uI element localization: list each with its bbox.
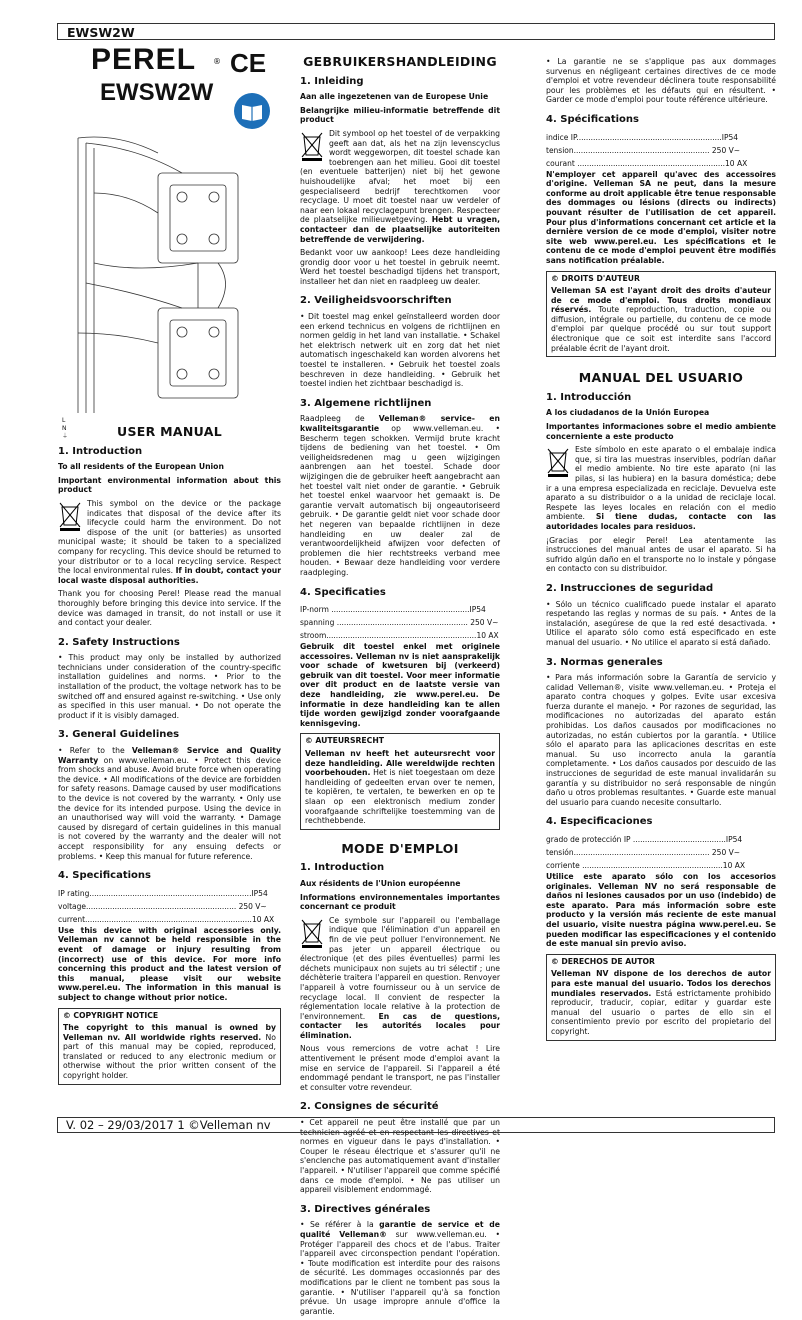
column-right (546, 55, 776, 1041)
nl-s3-pa: Raadpleeg de (300, 414, 365, 424)
es-copyright-box (546, 954, 776, 1041)
es-s1-imp: Importantes informaciones sobre el medio ambiente concerniente a este producto (546, 422, 776, 441)
nl-s3-pc: op www.velleman.eu. • Bescherm tegen schokken. Vermijd brute kracht tijdens de bediening van het toestel. • Om veiligheidsredenen mag u geen wijzigingen aanbrengen aan het toestel. Schade door wijzigingen die de gebruiker heeft aangebracht aan het toestel valt niet onder de garantie. • Gebruik het toestel enkel waarvoor het gemaakt is. De garantie vervalt automatisch bij ongeautoriseerd gebruik. • De garantie geldt niet voor schade door het negeren van bepaalde richtlijnen in deze handleiding en uw dealer zal de verantwoordelijkheid afwijzen voor defecten of problemen die hier rechtstreeks verband mee houden. • Bewaar deze handleiding voor verdere raadpleging. (300, 424, 500, 577)
en-s3-pa: • Refer to the (58, 746, 125, 756)
es-s2-p: • Sólo un técnico cualificado puede instalar el aparato respetando las reglas y normas de su país. • Antes de la instalación, asegúrese de que la red esté desactivada. • Utilice el aparato sólo como está especificado en este manual del usuario. • No utilice el aparato si está dañado. (546, 599, 776, 647)
fr-spec-ip: indice IP.............................................................IP54 (546, 132, 739, 142)
nl-s2-p: • Dit toestel mag enkel geïnstalleerd worden door een erkend technicus en volgens de richtlijnen en normen geldig in het land van installatie. • Schakel het elektrisch netwerk uit en zorg dat het niet automatisch ingeschakeld kan worden alvorens het toestel te installeren. • Gebruik het toestel zoals beschreven in deze handleiding. • Gebruik het toestel indien het zichtbaar beschadigd is. (300, 312, 500, 389)
en-copyright-rest: No part of this manual may be copied, reproduced, translated or reduced to any electronic medium or otherwise without the prior written consent of the copyright holder. (63, 1032, 276, 1081)
fr-spec-current: courant ..............................................................10 AX (546, 158, 748, 168)
fr-copyright-title: © DROITS D'AUTEUR (551, 273, 640, 283)
nl-s1-imp: Belangrijke milieu-informatie betreffende dit product (300, 105, 500, 125)
en-copyright-box (58, 1008, 281, 1085)
es-copyright-title: © DERECHOS DE AUTOR (551, 956, 655, 966)
fr-copyright-rest: Toute reproduction, traduction, copie ou diffusion, intégrale ou partielle, du contenu de ce mode d'emploi par quelque procédé ou sur tout support électronique que ce soit est interdite sans l'accord préalable écrit de l'ayant droit. (551, 305, 771, 353)
fr-s3-pb: garantie de service et de qualité Velleman® (300, 1220, 500, 1239)
ce-mark: CE (230, 48, 267, 78)
nl-s4-heading: 4. Specificaties (300, 586, 386, 598)
en-spec-ip: IP rating....................................................................IP54 (58, 888, 268, 898)
weee-bin-icon (300, 131, 324, 161)
nl-spec-ip: IP-norm ..........................................................IP54 (300, 605, 486, 615)
fr-copyright-bold: Velleman SA est l'ayant droit des droits d'auteur de ce mode d'emploi. Tous droits mondiaux réservés. (551, 286, 771, 315)
fr-s4-heading: 4. Spécifications (546, 113, 639, 125)
en-title: USER MANUAL (117, 424, 222, 439)
es-s4-note: Utilice este aparato sólo con los accesorios originales. Velleman NV no será responsable de daños ni lesiones causados por un uso (indebido) de este aparato. Para más información sobre este producto y la versión más reciente de este manual del usuario, visite nuestra página www.perel.eu. Se pueden modificar las especificaciones y el contenido de este manual sin previo aviso. (546, 872, 776, 949)
en-copyright-title: © COPYRIGHT NOTICE (63, 1010, 159, 1020)
es-s3-p: • Para más información sobre la Garantía de servicio y calidad Velleman®, visite www.velleman.eu. • Proteja el aparato contra choques y golpes. Evite usar excesiva fuerza durante el manejo. • Por razones de seguridad, las modificaciones no autorizadas del aparato están prohibidas. Los daños causados por modificaciones no autorizadas, no están cubiertos por la garantía. • Utilice sólo el aparato para las aplicaciones descritas en este manual. Su uso incorrecto anula la garantía completamente. • Los daños causados por descuido de las instrucciones de seguridad de este manual invalidarán su garantía y su distribuidor no será responsable de ningún daño u otros problemas resultantes. • Guarde este manual del usuario para cuando necesite consultarlo. (546, 673, 776, 807)
fr-s1-imp: Informations environnementales importantes concernant ce produit (300, 892, 500, 912)
en-s1-to: To all residents of the European Union (58, 462, 224, 472)
nl-s4-note: Gebruik dit toestel enkel met originele accessoires. Velleman nv is niet aansprakelijk voor schade of kwetsuren bij (verkeerd) gebruik van dit toestel. Voor meer informatie over dit product en de laatste versie van deze handleiding, zie www.perel.eu. De informatie in deze handleiding kan te allen tijde worden gewijzigd zonder voorafgaande kennisgeving. (300, 642, 500, 728)
read-manual-icon (234, 93, 270, 129)
es-s1-p2: ¡Gracias por elegir Perel! Lea atentamente las instrucciones del manual antes de usar el aparato. Si ha sufrido algún daño en el transporte no lo instale y póngase en contacto con su distribuidor. (546, 535, 776, 574)
nl-copyright-box (300, 733, 500, 829)
fr-copyright-box (546, 271, 776, 358)
fr-s1-p1b: En cas de questions, contacter les autorités locales pour élimination. (300, 1011, 500, 1040)
fr-s1-p2: Nous vous remercions de votre achat ! Lire attentivement le présent mode d'emploi avant la mise en service de l'appareil. Si l'appareil a été endommagé pendant le transport, ne pas l'installer et consulter votre revendeur. (300, 1044, 500, 1092)
es-s4-heading: 4. Especificaciones (546, 816, 653, 828)
fr-s4-note: N'employer cet appareil qu'avec des accessoires d'origine. Velleman SA ne peut, dans la mesure conforme au droit applicable être tenue responsable des dommages ou lésions (directs ou indirects) pouvant résulter de l'utilisation de cet appareil. Pour plus d'informations concernant cet article et la dernière version de ce mode d'emploi, visiter notre site web www.perel.eu. Les spécifications et le contenu de ce mode d'emploi peuvent être modifiés sans notification préalable. (546, 169, 776, 265)
es-s2-heading: 2. Instrucciones de seguridad (546, 582, 714, 594)
weee-bin-icon (546, 447, 570, 477)
en-s1-heading: 1. Introduction (58, 445, 143, 457)
fr-s2-p: • Cet appareil ne peut être installé que par un technicien agréé et en respectant les directives et normes en vigueur dans le pays d'installation. • Couper le réseau électrique et s'assurer qu'il ne s'enclenche pas automatiquement avant d'installer l'appareil. • N'utiliser l'appareil que comme spécifié dans ce mode d'emploi. • Ne pas utiliser un appareil visiblement endommagé. (300, 1118, 500, 1195)
nl-copyright-rest: Het is niet toegestaan om deze handleiding of gedeelten ervan over te nemen, te kopiëren, te vertalen, te bewerken en op te slaan op een elektronisch medium zonder voorafgaande schriftelijke toestemming van de rechthebbende. (305, 768, 495, 826)
fr-spec-voltage: tension......................................................... 250 V~ (546, 145, 741, 155)
en-s1-p1b: If in doubt, contact your local waste disposal authorities. (58, 566, 281, 585)
en-s1-imp: Important environmental information about this product (58, 475, 281, 495)
es-s1-p1b: Si tiene dudas, contacte con las autoridades locales para residuos. (546, 512, 776, 531)
en-s3-pb: Velleman® Service and Quality Warranty (58, 746, 281, 765)
registered-mark: ® (213, 57, 221, 66)
es-spec-voltage: tensión......................................................... 250 V~ (546, 848, 741, 857)
es-s1-to: A los ciudadanos de la Unión Europea (546, 408, 710, 418)
es-copyright-rest: Está estrictamente prohibido reproducir, traducir, copiar, editar y guardar este manual del usuario o partes de ello sin el consentimiento previo por escrito del propietario del copyright. (551, 988, 771, 1036)
nl-s3-pb: Velleman® service- en kwaliteitsgarantie (300, 414, 500, 433)
en-s1-p1: This symbol on the device or the package indicates that disposal of the device after its lifecycle could harm the environment. Do not dispose of the unit (or batteries) as unsorted municipal waste; it should be taken to a specialized company for recycling. This device should be returned to your distributor or to a local recycling service. Respect the local environmental rules. (58, 498, 281, 576)
es-spec-ip: grado de protección IP .......................................IP54 (546, 835, 743, 844)
nl-copyright-bold: Velleman nv heeft het auteursrecht voor deze handleiding. Alle wereldwijde rechten voorbehouden. (305, 749, 495, 778)
nl-s3-heading: 3. Algemene richtlijnen (300, 397, 432, 409)
nl-s1-heading: 1. Inleiding (300, 75, 364, 87)
en-s2-p: • This product may only be installed by authorized technicians under consideration of the country-specific installation guidelines and norms. • Prior to the installation of the product, the voltage network has to be switched off and ensured against re-switching. • Use only as specified in this user manual. • Do not operate the product if it is visibly damaged. (58, 653, 281, 720)
nl-s1-p1b: Hebt u vragen, contacteer dan de plaatselijke autoriteiten betreffende de verwijdering. (300, 215, 500, 244)
en-s1-p2: Thank you for choosing Perel! Please read the manual thoroughly before bringing this device into service. If the device was damaged in transit, do not install or use it and contact your dealer. (58, 589, 281, 628)
nl-spec-current: stroom...............................................................10 AX (300, 631, 499, 641)
nl-s1-p2: Bedankt voor uw aankoop! Lees deze handleiding grondig door voor u het toestel in gebruik neemt. Werd het toestel beschadigd tijdens het transport, installeer het dan niet en raadpleeg uw dealer. (300, 248, 500, 286)
fr-s3-pc: sur www.velleman.eu. • Protéger l'appareil des chocs et de l'abus. Traiter l'appareil avec circonspection pendant l'opération. • Toute modification est interdite pour des raisons de sécurité. Les dommages occasionnés par des modifications par le client ne tombent pas sous la garantie. • N'utiliser l'appareil qu'à sa fonction prévue. Un usage impropre annule d'office la garantie. (300, 1229, 501, 1316)
es-copyright-bold: Velleman NV dispone de los derechos de autor para este manual del usuario. Todos los derechos mundiales reservados. (551, 969, 771, 998)
diagram-label-l: L (62, 417, 66, 424)
fr-s1-p1: Ce symbole sur l'appareil ou l'emballage indique que l'élimination d'un appareil en fin de vie peut polluer l'environnement. Ne pas jeter un appareil électrique ou électronique (et des piles éventuelles) parmi les déchets municipaux non sujets au tri sélectif ; une déchèterie traitera l'appareil en question. Renvoyer l'appareil à votre fournisseur ou à un service de recyclage local. Il convient de respecter la réglementation locale relative à la protection de l'environnement. (300, 915, 500, 1021)
es-spec-current: corriente ...........................................................10 AX (546, 861, 745, 870)
en-spec-current: current......................................................................10 AX (58, 914, 275, 924)
page-header: EWSW2W (57, 23, 775, 40)
brand-block (58, 43, 281, 113)
es-s1-p1: Este símbolo en este aparato o el embalaje indica que, si tira las muestras inservibles, podrían dañar el medio ambiente. No tire este aparato (ni las pilas, si las hubiera) en la basura doméstica; debe ir a una empresa especializada en reciclaje. Devuelva este aparato a su distribuidor o a la unidad de reciclaje local. Respete las leyes locales en relación con el medio ambiente. (546, 445, 776, 522)
perel-logo: PEREL (91, 43, 197, 76)
fr-s3-heading: 3. Directives générales (300, 1203, 431, 1215)
en-s3-heading: 3. General Guidelines (58, 729, 180, 741)
fr-s3-pa: • Se référer à la (300, 1220, 374, 1230)
fr-title: MODE D'EMPLOI (341, 840, 459, 856)
es-title: MANUAL DEL USUARIO (578, 370, 744, 386)
en-copyright-bold: The copyright to this manual is owned by Velleman nv. All worldwide rights reserved. (63, 1023, 276, 1042)
en-s4-note: Use this device with original accessories only. Velleman nv cannot be held responsible in the event of damage or injury resulting from (incorrect) use of this device. For more info concerning this product and the latest version of this manual, please visit our website www.perel.eu. The information in this manual is subject to change without prior notice. (58, 925, 281, 1002)
nl-spec-voltage: spanning ....................................................... 250 V~ (300, 618, 499, 628)
fr-s1-heading: 1. Introduction (300, 862, 385, 874)
es-s3-heading: 3. Normas generales (546, 656, 663, 668)
nl-copyright-title: © AUTEURSRECHT (305, 736, 385, 746)
column-left (58, 43, 281, 1081)
weee-bin-icon (300, 918, 324, 948)
es-s1-heading: 1. Introducción (546, 391, 632, 403)
fr-s2-heading: 2. Consignes de sécurité (300, 1101, 439, 1113)
fr-s3-pd: • La garantie ne se s'applique pas aux dommages survenus en négligeant certaines directives de ce mode d'emploi et votre revendeur déclinera toute responsabilité pour les problèmes et les défauts qui en résultent. • Garder ce mode d'emploi pour toute référence ultérieure. (546, 57, 776, 105)
page-footer: V. 02 – 29/03/2017 1 ©Velleman nv (57, 1117, 775, 1133)
fr-s1-to: Aux résidents de l'Union européenne (300, 878, 461, 888)
nl-s2-heading: 2. Veiligheidsvoorschriften (300, 295, 452, 307)
en-section (58, 419, 281, 1085)
en-s4-heading: 4. Specifications (58, 870, 151, 882)
nl-s1-p1: Dit symbool op het toestel of de verpakking geeft aan dat, als het na zijn levenscyclus wordt weggeworpen, dit toestel schade kan toebrengen aan het milieu. Gooi dit toestel (en eventuele batterijen) niet bij het gewone huishoudelijke afval; het moet bij een gespecialiseerd bedrijf terechtkomen voor recyclage. U moet dit toestel naar uw verdeler of naar een lokaal recyclagepunt brengen. Respecteer de plaatselijke milieuwetgeving. (300, 128, 500, 225)
wiring-diagram (58, 133, 281, 423)
en-s3-pc: on www.velleman.eu. • Protect this device from shocks and abuse. Avoid brute force when operating the device. • All modifications of the device are forbidden for safety reasons. Damage caused by user modifications to the device is not covered by the warranty. • Only use the device for its intended purpose. Using the device in an unauthorised way will void the warranty. • Damage caused by disregard of certain guidelines in this manual is not covered by the warranty and the dealer will not accept responsibility for any ensuing defects or problems. • Keep this manual for future reference. (58, 755, 281, 861)
en-s2-heading: 2. Safety Instructions (58, 636, 180, 648)
weee-bin-icon (58, 501, 82, 531)
nl-s1-to: Aan alle ingezetenen van de Europese Unie (300, 92, 489, 102)
nl-title: GEBRUIKERSHANDLEIDING (303, 54, 497, 69)
diagram-label-n: N (62, 425, 67, 432)
model-name: EWSW2W (100, 79, 214, 106)
diagram-label-earth: ⏚ (62, 433, 69, 440)
en-spec-voltage: voltage............................................................... 250 V~ (58, 901, 267, 911)
